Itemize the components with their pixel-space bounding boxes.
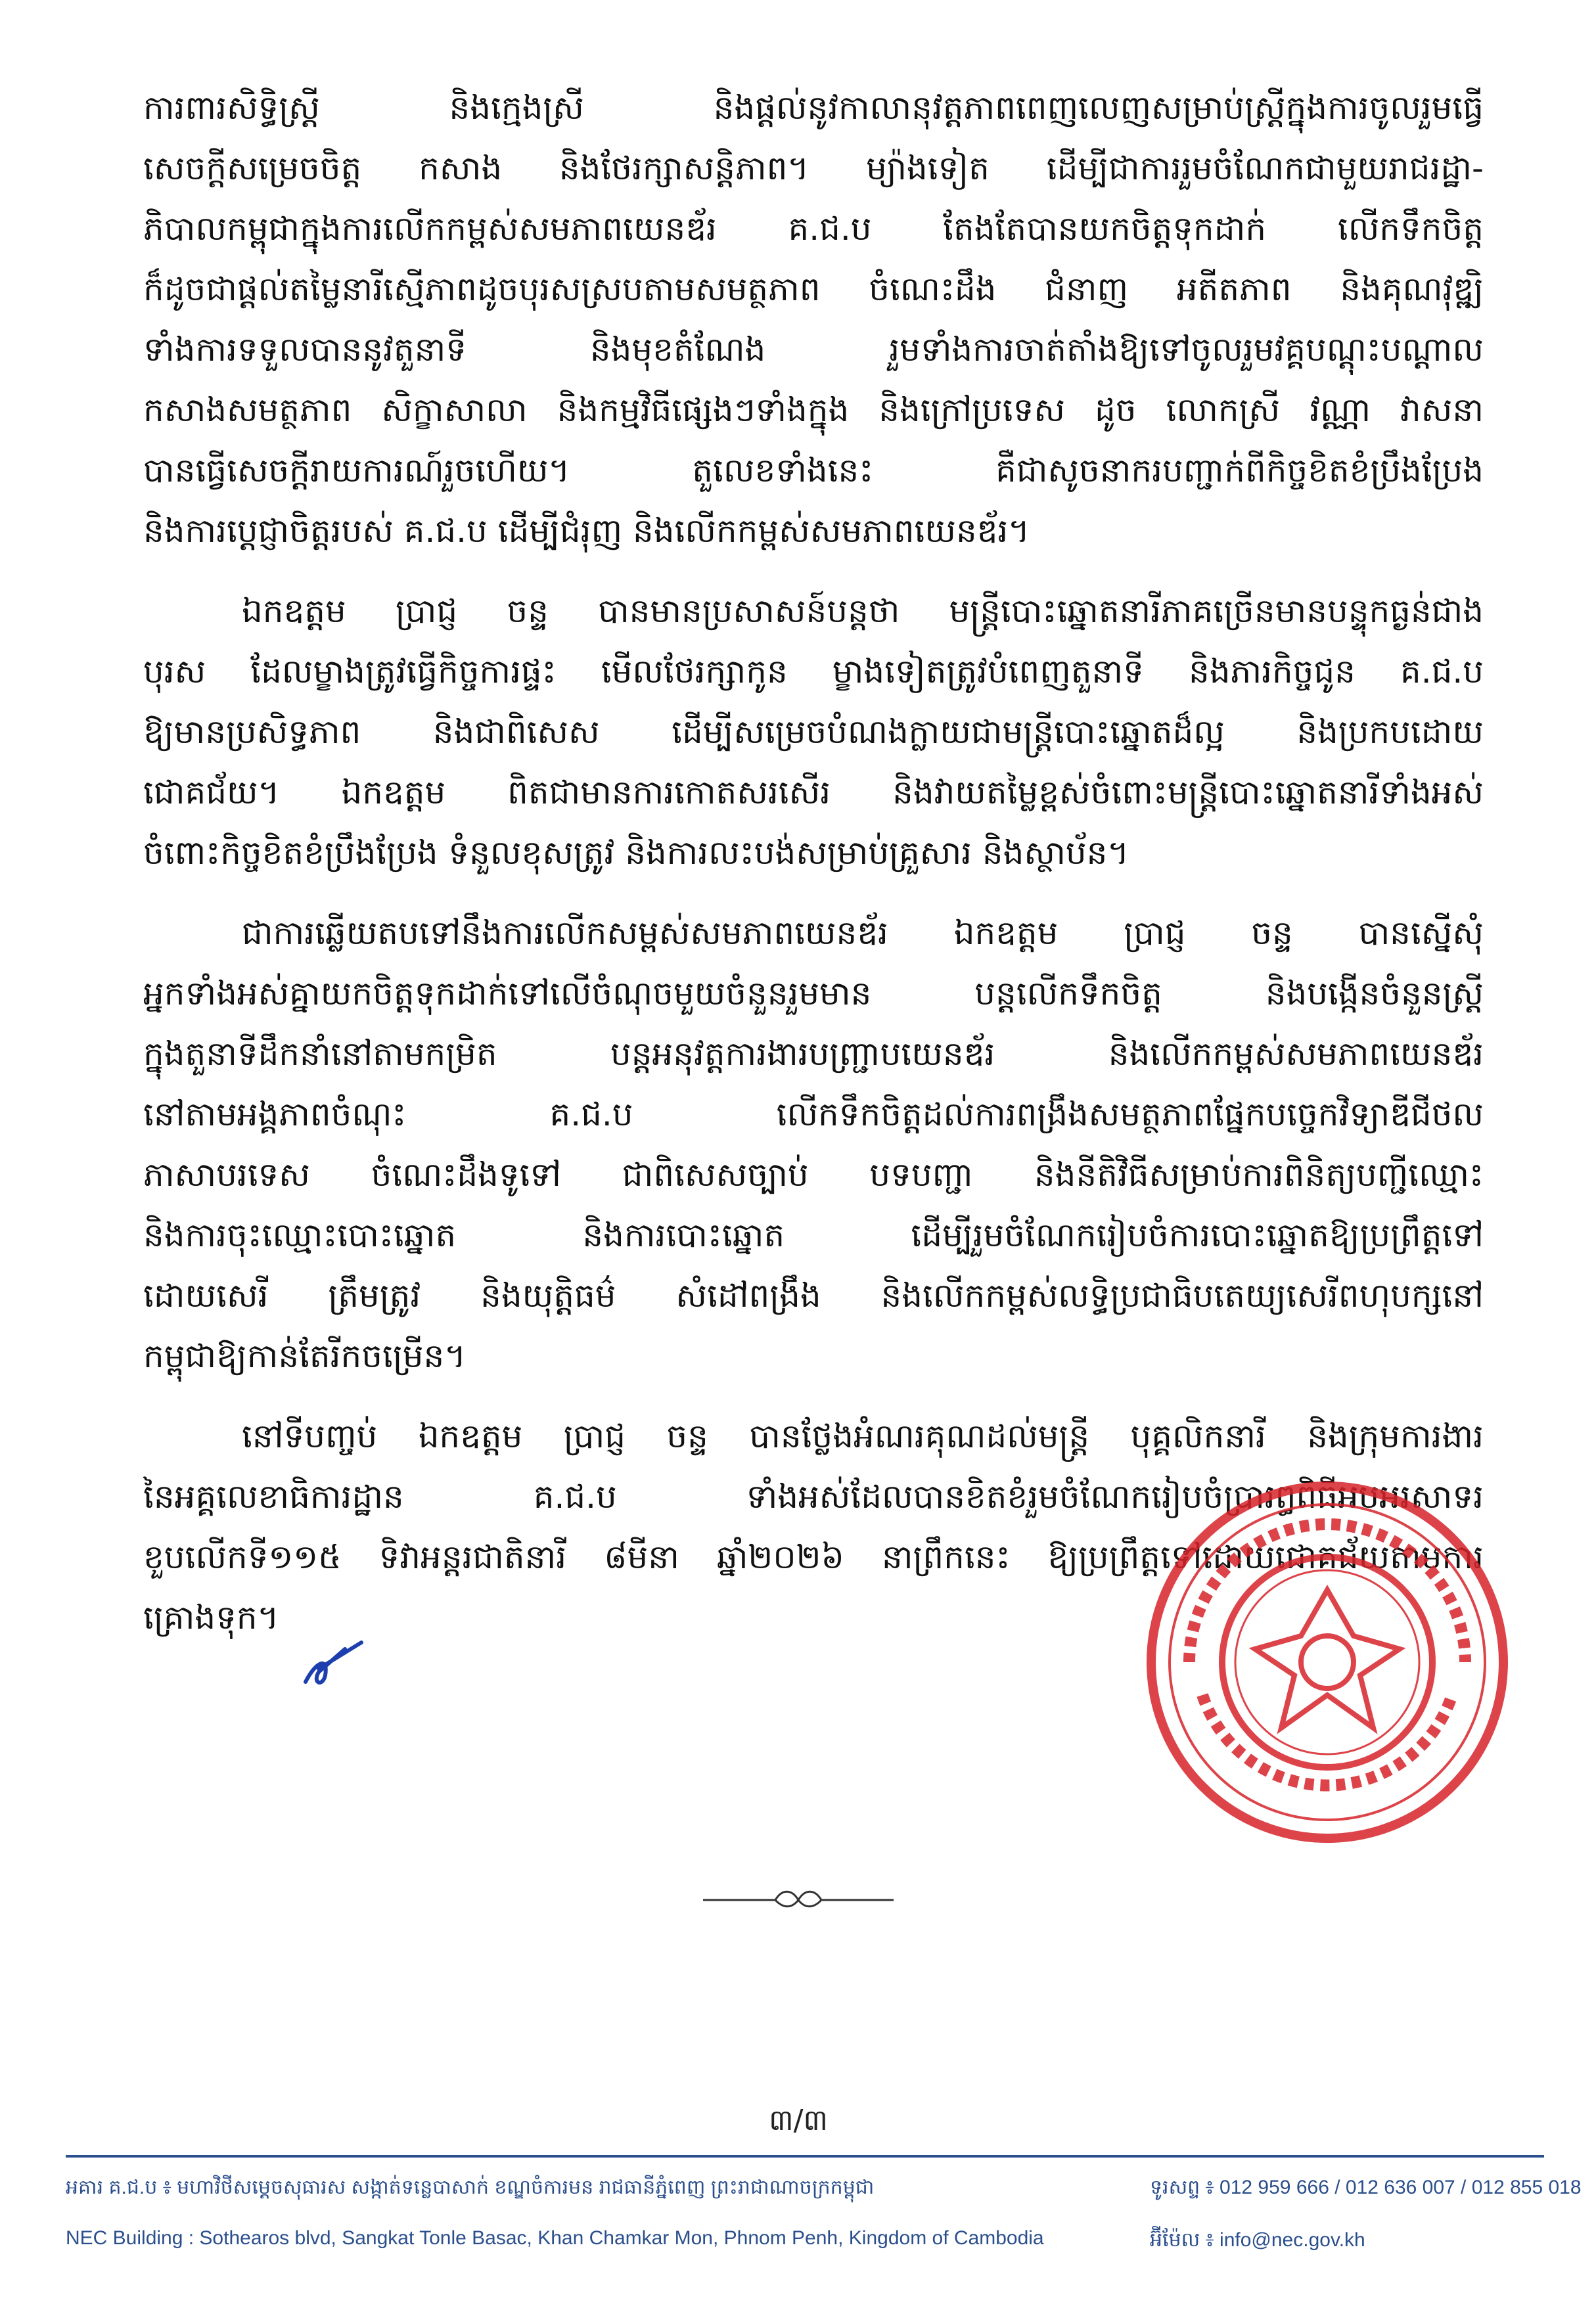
- text-line: និងការចុះឈ្មោះបោះឆ្នោត និងការបោះឆ្នោត ដើម្បីរួមចំណែករៀបចំការបោះឆ្នោតឱ្យប្រព្រឹត្តទៅ: [143, 1216, 1484, 1254]
- footer-email-label: អ៊ីម៉ែល ៖: [1150, 2229, 1214, 2251]
- text-line: ក្នុងតួនាទីដឹកនាំនៅតាមកម្រិត បន្តអនុវត្តការងារបញ្ជ្រាបយេនឌ័រ និងលើកកម្ពស់សមភាពយេនឌ័រ: [143, 1035, 1484, 1073]
- text-line: ជាការឆ្លើយតបទៅនឹងការលើកសម្ពស់សមភាពយេនឌ័រ ឯកឧត្តម ប្រាជ្ញ ចន្ទ បានស្នើសុំ: [242, 914, 1484, 952]
- signature-icon: [299, 1636, 371, 1695]
- paragraph-2: [143, 581, 1484, 883]
- footer-phone-numbers: 012 959 666 / 012 636 007 / 012 855 018: [1220, 2177, 1582, 2198]
- paragraph-3: [143, 903, 1484, 1386]
- text-line: ចំពោះកិច្ចខិតខំប្រឹងប្រែង ទំនួលខុសត្រូវ និងការលះបង់សម្រាប់គ្រួសារ និងស្ថាប័ន។: [143, 834, 1129, 872]
- footer-address-kh: អគារ គ.ជ.ប ៖ មហាវិថីសម្តេចសុធារស សង្កាត់ទន្លេបាសាក់ ខណ្ឌចំការមន រាជធានីភ្នំពេញ ព្រះរាជាណាចក្រកម្ពុជា: [66, 2177, 875, 2198]
- text-line: ដោយសេរី ត្រឹមត្រូវ និងយុត្តិធម៌ សំដៅពង្រឹង និងលើកកម្ពស់លទ្ធិប្រជាធិបតេយ្យសេរីពហុបក្សនៅ: [143, 1277, 1484, 1315]
- footer-email-address[interactable]: info@nec.gov.kh: [1220, 2229, 1365, 2251]
- text-line: ភិបាលកម្ពុជាក្នុងការលើកកម្ពស់សមភាពយេនឌ័រ គ.ជ.ប តែងតែបានយកចិត្តទុកដាក់ លើកទឹកចិត្ត: [143, 210, 1484, 248]
- text-line: បានធ្វើសេចក្តីរាយការណ៍រួចហើយ។ តួលេខទាំងនេះ គឺជាសូចនាករបញ្ជាក់ពីកិច្ចខិតខំប្រឹងប្រែង: [143, 451, 1484, 489]
- text-line: ក៏ដូចជាផ្តល់តម្លៃនារីស្មើភាពដូចបុរសស្របតាមសមត្ថភាព ចំណេះដឹង ជំនាញ អតីតភាព និងគុណវុឌ្ឍិ: [143, 270, 1484, 308]
- footer-divider: [66, 2155, 1544, 2158]
- text-line: ជោគជ័យ។ ឯកឧត្តម ពិតជាមានការកោតសរសើរ និងវាយតម្លៃខ្ពស់ចំពោះមន្ត្រីបោះឆ្នោតនារីទាំងអស់: [143, 773, 1484, 811]
- text-line: និងការប្តេជ្ញាចិត្តរបស់ គ.ជ.ប ដើម្បីជំរុញ និងលើកកម្ពស់សមភាពយេនឌ័រ។: [143, 512, 1030, 550]
- page-number: ៣/៣: [768, 2104, 829, 2137]
- footer-address-en-row: [66, 2227, 1365, 2251]
- footer-address-en: NEC Building : Sothearos blvd, Sangkat Tonle Basac, Khan Chamkar Mon, Phnom Penh, Kingdom of Cambodia: [66, 2227, 1044, 2249]
- footer-phone-label: ទូរសព្ទ ៖: [1150, 2177, 1214, 2198]
- official-seal-icon: [1143, 1478, 1511, 1846]
- footer-address-row: [66, 2175, 1582, 2204]
- footer-phone: [1150, 2175, 1582, 2204]
- text-line: សេចក្តីសម្រេចចិត្ត កសាង និងថែរក្សាសន្តិភាព។ ម្យ៉ាងទៀត ដើម្បីជាការរួមចំណែកជាមួយរាជរដ្ឋា-: [143, 149, 1484, 187]
- text-line: ឯកឧត្តម ប្រាជ្ញ ចន្ទ បានមានប្រសាសន៍បន្តថា មន្ត្រីបោះឆ្នោតនារីភាគច្រើនមានបន្ទុកធ្ងន់ជាង: [242, 592, 1484, 630]
- text-line: ទាំងការទទួលបាននូវតួនាទី និងមុខតំណែង រួមទាំងការចាត់តាំងឱ្យទៅចូលរួមវគ្គបណ្តុះបណ្តាល: [143, 330, 1484, 369]
- text-line: នៅទីបញ្ចប់ ឯកឧត្តម ប្រាជ្ញ ចន្ទ បានថ្លែងអំណរគុណដល់មន្ត្រី បុគ្គលិកនារី និងក្រុមការងារ: [242, 1417, 1484, 1455]
- text-line: គ្រោងទុក។: [143, 1598, 279, 1637]
- text-line: កសាងសមត្ថភាព សិក្ខាសាលា និងកម្មវិធីផ្សេងៗទាំងក្នុង និងក្រៅប្រទេស ដូច លោកស្រី វណ្ណា វាសនា: [143, 391, 1484, 429]
- paragraph-1: [143, 78, 1484, 561]
- text-line: ខួបលើកទី១១៥ ទិវាអន្តរជាតិនារី ៨មីនា ឆ្នាំ២០២៦ នាព្រឹកនេះ ឱ្យប្រព្រឹត្តទៅដោយជោគជ័យតាមការ: [143, 1538, 1484, 1576]
- text-line: ឱ្យមានប្រសិទ្ធភាព និងជាពិសេស ដើម្បីសម្រេចបំណងក្លាយជាមន្ត្រីបោះឆ្នោតដ៏ល្អ និងប្រកបដោយ: [143, 713, 1484, 751]
- text-line: ភាសាបរទេស ចំណេះដឹងទូទៅ ជាពិសេសច្បាប់ បទបញ្ជា និងនីតិវិធីសម្រាប់ការពិនិត្យបញ្ជីឈ្មោះ: [143, 1156, 1484, 1194]
- text-line: កម្ពុជាឱ្យកាន់តែរីកចម្រើន។: [143, 1337, 467, 1375]
- text-line: អ្នកទាំងអស់គ្នាយកចិត្តទុកដាក់ទៅលើចំណុចមួយចំនួនរួមមាន បន្តលើកទឹកចិត្ត និងបង្កើនចំនួនស្ត្រី: [143, 974, 1484, 1012]
- letter-body: [143, 78, 1484, 1648]
- text-line: បុរស ដែលម្ខាងត្រូវធ្វើកិច្ចការផ្ទះ មើលថែរក្សាកូន ម្ខាងទៀតត្រូវបំពេញតួនាទី និងភារកិច្ចជូន គ.ជ.ប: [143, 652, 1484, 690]
- text-line: នៅតាមអង្គភាពចំណុះ គ.ជ.ប លើកទឹកចិត្តដល់ការពង្រឹងសមត្ថភាពផ្នែកបច្ចេកវិទ្យាឌីជីថល: [143, 1095, 1484, 1133]
- ornament-divider-icon: [703, 1879, 894, 1918]
- footer-email: [1150, 2227, 1365, 2256]
- text-line: នៃអគ្គលេខាធិការដ្ឋាន គ.ជ.ប ទាំងអស់ដែលបានខិតខំរួមចំណែករៀបចំប្រារព្ធពិធីអបអរសាទរ: [143, 1478, 1484, 1516]
- text-line: ការពារសិទ្ធិស្ត្រី និងក្មេងស្រី និងផ្តល់នូវកាលានុវត្តភាពពេញលេញសម្រាប់ស្ត្រីក្នុងការចូលរួមធ្វើ: [143, 89, 1484, 127]
